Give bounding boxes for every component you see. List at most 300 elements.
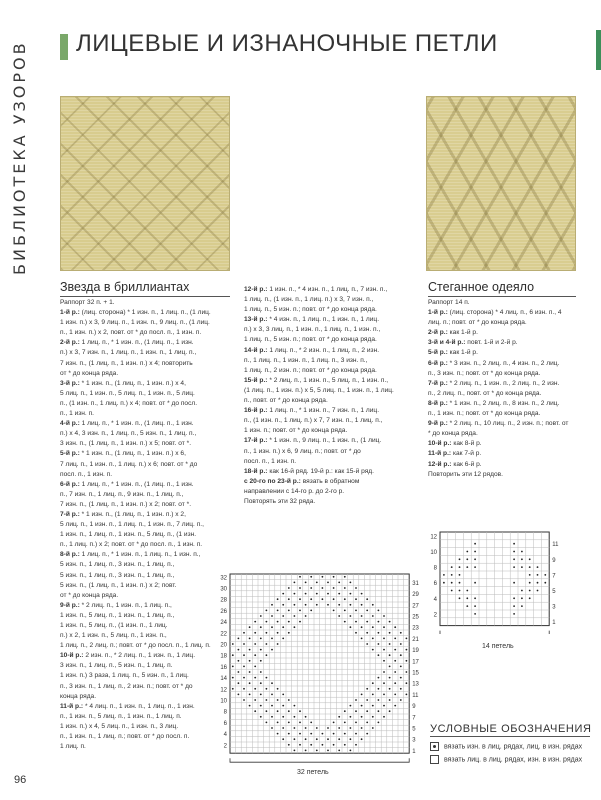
row-label: 8-й р.: (60, 551, 80, 559)
stitch-dot (249, 660, 251, 662)
stitch-dot (310, 576, 312, 578)
stitch-dot (394, 694, 396, 696)
stitch-dot (521, 590, 523, 592)
row-number-left: 30 (220, 586, 227, 593)
stitch-dot (344, 722, 346, 724)
row-text: как 8-й р. (451, 440, 482, 448)
stitch-dot (294, 604, 296, 606)
stitch-dot (361, 716, 363, 718)
stitch-dot (389, 710, 391, 712)
row-label: с 20-го по 23-й р.: (244, 477, 301, 485)
row-label: 8-й р.: (428, 399, 448, 407)
stitch-dot (299, 733, 301, 735)
instruction-line (244, 305, 416, 315)
stitch-dot (389, 688, 391, 690)
row-number-right: 25 (412, 614, 419, 621)
stitch-dot (327, 593, 329, 595)
row-text: п., 1 изн. п.) х 6, 9 лиц. п.; повт. от * до (244, 447, 361, 455)
stitch-dot (333, 733, 335, 735)
stitch-dot (338, 593, 340, 595)
row-text: п., 2 лиц. п., повт. от * до конца ряда. (428, 389, 542, 397)
legend-rule (430, 736, 590, 737)
row-label: 11-й р.: (428, 450, 452, 458)
stitch-dot (327, 750, 329, 752)
stitch-dot (282, 638, 284, 640)
stitch-dot (338, 738, 340, 740)
row-number-left: 2 (433, 612, 437, 619)
instruction-line (60, 550, 236, 560)
row-number-right: 9 (412, 704, 416, 711)
row-number-right: 3 (412, 737, 416, 744)
row-text: 5 изн. п., 1 лиц. п., 3 изн. п., 1 лиц. п., (60, 571, 175, 579)
stitch-dot (372, 682, 374, 684)
stitch-dot (366, 733, 368, 735)
stitch-dot (383, 626, 385, 628)
stitch-dot (400, 677, 402, 679)
stitch-dot (466, 566, 468, 568)
row-text: 1 лиц. п., * 2 изн. п., 1 лиц. п., 2 изн. (267, 346, 380, 354)
row-number-left: 20 (220, 642, 227, 649)
stitch-dot (355, 744, 357, 746)
stitch-dot (322, 576, 324, 578)
row-label: 4-й р.: (60, 420, 80, 428)
stitch-dot (266, 722, 268, 724)
stitch-dot (372, 604, 374, 606)
stitch-dot (232, 688, 234, 690)
stitch-dot (299, 744, 301, 746)
row-number-left: 10 (430, 550, 437, 556)
instruction-line (244, 497, 416, 507)
row-number-right: 1 (552, 620, 556, 627)
row-text: 7 изн. п., (1 лиц. п., 1 изн. п.) х 2; повт. от *. (60, 500, 192, 508)
stitch-dot (372, 694, 374, 696)
stitch-dot (344, 744, 346, 746)
stitch-dot (474, 613, 476, 615)
stitch-dot (249, 638, 251, 640)
instruction-line (428, 439, 588, 449)
empty-square-icon (430, 755, 439, 764)
stitch-dot (537, 574, 539, 576)
title-accent-bar (60, 34, 68, 60)
row-text: п.) х 2, 1 изн. п., 5 лиц. п., 1 изн. п., (60, 632, 167, 640)
row-label: 10-й р.: (428, 440, 452, 448)
row-text: повт. 1-й и 2-й р. (465, 339, 518, 347)
chart-star-in-diamonds (214, 572, 426, 772)
stitch-dot (459, 558, 461, 560)
stitch-dot (333, 610, 335, 612)
stitch-dot (537, 582, 539, 584)
instruction-line (60, 318, 236, 328)
instruction-line (60, 359, 236, 369)
row-number-left: 4 (223, 732, 227, 739)
stitch-bracket (230, 758, 409, 762)
stitch-dot (350, 582, 352, 584)
stitch-dot (254, 699, 256, 701)
stitch-dot (271, 626, 273, 628)
stitch-dot (333, 598, 335, 600)
stitch-dot (459, 582, 461, 584)
row-number-left: 6 (433, 581, 437, 588)
stitch-dot (474, 605, 476, 607)
stitch-dot (383, 660, 385, 662)
row-text: * 2 лиц. п., 1 изн. п., 2 лиц. п., 2 изн. (447, 379, 560, 387)
stitch-dot (316, 727, 318, 729)
stitch-dot (260, 705, 262, 707)
stitch-dot (378, 677, 380, 679)
stitch-dot (288, 699, 290, 701)
stitch-dot (299, 587, 301, 589)
stitch-dot (266, 654, 268, 656)
row-text: лиц. п.; повт. от * до конца ряда. (428, 319, 527, 327)
row-text: 1 изн. п.) 3 раза, 1 лиц. п., 5 изн. п., 1 лиц. (60, 672, 189, 680)
instructions-right (428, 298, 588, 480)
row-text: п.) х 4, 3 изн. п., 1 лиц. п., 5 изн. п., 1 лиц. п., (60, 430, 197, 438)
instruction-line (428, 338, 588, 348)
stitch-dot (513, 551, 515, 553)
row-text: п., 1 изн. п. (60, 410, 94, 418)
stitch-dot (378, 632, 380, 634)
stitch-dot (451, 582, 453, 584)
instruction-line (60, 520, 236, 530)
stitch-dot (333, 722, 335, 724)
stitch-dot (513, 605, 515, 607)
stitch-dot (249, 694, 251, 696)
stitch-dot (378, 722, 380, 724)
stitch-dot (282, 727, 284, 729)
row-label: 3-й р.: (60, 379, 80, 387)
row-label: 5-й р.: (428, 349, 448, 357)
instruction-line (244, 295, 416, 305)
row-text: как 16-й ряд. 19-й р.: как 15-й ряд. (267, 467, 374, 475)
stitch-dot (350, 593, 352, 595)
stitch-dot (383, 682, 385, 684)
row-number-right: 7 (552, 573, 556, 580)
instruction-line (244, 416, 416, 426)
instruction-line (60, 338, 236, 348)
stitch-dot (544, 574, 546, 576)
swatch-photo-star-in-diamonds (60, 96, 230, 271)
stitch-dot (406, 682, 408, 684)
stitch-dot (232, 643, 234, 645)
stitch-dot (355, 710, 357, 712)
stitch-dot (266, 621, 268, 623)
row-number-left: 10 (220, 698, 227, 705)
stitch-dot (344, 710, 346, 712)
stitch-dot (344, 598, 346, 600)
instruction-line (60, 439, 236, 449)
instruction-line (60, 742, 236, 752)
stitch-dot (513, 558, 515, 560)
pattern-title-left: Звезда в бриллиантах (60, 280, 190, 294)
stitch-dot (294, 582, 296, 584)
stitch-dot (400, 643, 402, 645)
stitch-dot (366, 699, 368, 701)
row-number-right: 5 (412, 726, 416, 733)
instruction-line (244, 487, 416, 497)
row-number-right: 29 (412, 592, 419, 599)
stitch-dot (310, 733, 312, 735)
stitch-dot (372, 626, 374, 628)
stitch-dot (305, 593, 307, 595)
row-text: Раппорт 32 п. + 1. (60, 299, 115, 306)
stitch-dot (366, 610, 368, 612)
row-number-right: 23 (412, 625, 419, 632)
stitch-dot (383, 694, 385, 696)
instruction-line (60, 621, 236, 631)
instruction-line (428, 449, 588, 459)
stitch-dot (389, 643, 391, 645)
stitch-dot (254, 688, 256, 690)
stitch-dot (294, 750, 296, 752)
instruction-line (60, 702, 236, 712)
stitch-dot (243, 632, 245, 634)
row-number-right: 3 (552, 604, 556, 611)
stitch-dot (366, 643, 368, 645)
row-number-right: 1 (412, 748, 416, 755)
row-text: * 2 лиц. п., 1 изн. п., 5 лиц. п., 1 изн. п., (267, 376, 389, 384)
stitch-dot (322, 598, 324, 600)
stitch-dot (238, 638, 240, 640)
row-text: 1 лиц. п., * 1 изн. п., (1 лиц. п., 1 изн. (79, 339, 194, 347)
instruction-line (60, 530, 236, 540)
stitch-dot (271, 727, 273, 729)
stitch-dot (299, 576, 301, 578)
title-rule-right (428, 296, 576, 297)
row-text: * 4 изн. п., 1 лиц. п., 1 изн. п., 1 лиц. (267, 316, 380, 324)
stitch-dot (537, 566, 539, 568)
stitch-dot (394, 682, 396, 684)
stitch-dot (316, 604, 318, 606)
row-text: п., 1 изн. п.; повт. от * до конца ряда. (428, 410, 541, 418)
stitch-dot (350, 705, 352, 707)
row-text: как 7-й р. (451, 450, 482, 458)
stitch-dot (361, 626, 363, 628)
stitch-dot (333, 587, 335, 589)
stitch-dot (282, 626, 284, 628)
row-label: 7-й р.: (60, 510, 80, 518)
stitch-dot (521, 566, 523, 568)
instruction-line (60, 369, 236, 379)
row-text: (лиц. сторона) * 1 изн. п., 1 лиц. п., (1 лиц. (79, 309, 211, 317)
stitch-dot (338, 750, 340, 752)
stitch-dot (232, 677, 234, 679)
stitch-dot (406, 694, 408, 696)
instruction-line (244, 436, 416, 446)
row-number-right: 27 (412, 603, 419, 610)
row-text: п., повт. от * до конца ряда. (244, 397, 328, 405)
row-label: 1-й р.: (60, 309, 80, 317)
row-text: * 1 изн. п., (1 лиц. п., 1 изн. п.) х 4, (79, 379, 186, 387)
legend-item-text: вязать лиц. в лиц. рядах, изн. в изн. рядах (444, 756, 583, 764)
stitch-dot (254, 710, 256, 712)
instruction-line (60, 641, 236, 651)
instruction-line (60, 399, 236, 409)
stitch-dot (544, 582, 546, 584)
stitch-dot (389, 621, 391, 623)
row-text: * 2 лиц. п., 10 лиц. п., 2 изн. п.; повт. от (447, 420, 569, 428)
instruction-line (60, 308, 236, 318)
stitch-dot (529, 590, 531, 592)
instruction-line (60, 379, 236, 389)
page-number: 96 (14, 774, 27, 786)
stitch-dot (305, 738, 307, 740)
row-text: 7 лиц. п., 1 изн. п., 1 лиц. п.) х 6; повт. от * до (60, 460, 198, 468)
stitch-dot (513, 566, 515, 568)
row-text: 1 лиц. п., * 1 изн. п., 7 изн. п., 1 лиц. (267, 407, 380, 415)
stitch-dot (474, 582, 476, 584)
row-label: 16-й р.: (244, 407, 268, 415)
stitch-dot (372, 716, 374, 718)
stitch-dot (529, 597, 531, 599)
row-number-right: 13 (412, 681, 419, 688)
stitch-dot (238, 671, 240, 673)
stitch-dot (271, 682, 273, 684)
stitch-dot (378, 643, 380, 645)
stitch-dot (299, 710, 301, 712)
stitch-dot (282, 716, 284, 718)
instruction-line (244, 335, 416, 345)
stitch-dot (260, 671, 262, 673)
stitch-dot (327, 738, 329, 740)
row-number-left: 8 (223, 709, 227, 716)
instruction-line (244, 376, 416, 386)
chart-right-stitch-label: 14 петель (482, 643, 514, 650)
stitch-dot (316, 750, 318, 752)
stitch-dot (266, 610, 268, 612)
instruction-line (60, 490, 236, 500)
stitch-dot (338, 727, 340, 729)
row-text: п., 1 изн. п., 1 лиц. п.; повт. от * до посл. п. (60, 733, 190, 741)
instruction-line (60, 671, 236, 681)
stitch-dot (361, 638, 363, 640)
stitch-dot (474, 551, 476, 553)
chart-left-stitch-label: 32 петель (297, 769, 329, 776)
stitch-dot (243, 688, 245, 690)
stitch-dot (249, 671, 251, 673)
row-number-left: 26 (220, 608, 227, 615)
stitch-dot (294, 626, 296, 628)
stitch-dot (249, 682, 251, 684)
legend-item-knit (430, 755, 582, 764)
stitch-dot (266, 699, 268, 701)
stitch-dot (288, 722, 290, 724)
stitch-dot (361, 727, 363, 729)
row-text: п., (1 изн. п., 1 лиц. п.) х 4; повт. от * до посл. (60, 399, 198, 407)
stitch-dot (294, 738, 296, 740)
stitch-dot (389, 632, 391, 634)
row-number-right: 31 (412, 580, 419, 587)
instruction-line (60, 692, 236, 702)
row-number-left: 4 (433, 596, 437, 603)
stitch-dot (537, 590, 539, 592)
stitch-dot (294, 593, 296, 595)
stitch-dot (521, 605, 523, 607)
instruction-line (428, 419, 588, 429)
stitch-dot (327, 604, 329, 606)
stitch-dot (383, 615, 385, 617)
sidebar-title: БИБЛИОТЕКА УЗОРОВ (10, 40, 29, 275)
row-label: 17-й р.: (244, 437, 268, 445)
stitch-dot (474, 597, 476, 599)
stitch-dot (361, 738, 363, 740)
stitch-dot (459, 574, 461, 576)
stitch-dot (350, 727, 352, 729)
stitch-dot (383, 638, 385, 640)
legend-item-text: вязать изн. в лиц. рядах, лиц. в изн. рядах (444, 743, 583, 751)
stitch-dot (282, 615, 284, 617)
instruction-line (244, 285, 416, 295)
row-label: 10-й р.: (60, 652, 84, 660)
row-text: 1 изн. п.; повт. от * до конца ряда. (244, 427, 348, 435)
stitch-dot (355, 722, 357, 724)
row-text: * 2 лиц. п., 1 изн. п., 1 лиц. п., (79, 601, 172, 609)
row-text: * 1 изн. п., 2 лиц. п., 8 изн. п., 2 лиц. (447, 399, 560, 407)
stitch-dot (288, 621, 290, 623)
stitch-dot (355, 621, 357, 623)
row-number-right: 19 (412, 648, 419, 655)
stitch-dot (277, 598, 279, 600)
stitch-dot (310, 587, 312, 589)
stitch-dot (271, 615, 273, 617)
stitch-dot (400, 654, 402, 656)
stitch-dot (243, 654, 245, 656)
stitch-dot (254, 621, 256, 623)
row-label: 6-й р.: (60, 480, 80, 488)
stitch-dot (249, 626, 251, 628)
row-text: как 1-й р. (447, 349, 478, 357)
stitch-dot (466, 551, 468, 553)
stitch-dot (394, 705, 396, 707)
row-text: 1 лиц. п., (1 изн. п., 1 лиц. п.) х 3, 7 изн. п., (244, 296, 374, 304)
instruction-line (428, 348, 588, 358)
stitch-dot (355, 610, 357, 612)
instruction-line (60, 709, 236, 722)
stitch-dot (243, 643, 245, 645)
instruction-line (244, 366, 416, 376)
instruction-line (244, 325, 416, 335)
row-text: 5 лиц. п., 1 изн. п., 1 лиц. п., 1 изн. п., 7 лиц. п., (60, 521, 204, 529)
row-text: от * до конца ряда. (60, 591, 119, 599)
stitch-dot (529, 582, 531, 584)
stitch-dot (466, 590, 468, 592)
instruction-line (428, 359, 588, 369)
instruction-line (244, 386, 416, 396)
stitch-dot (394, 660, 396, 662)
row-text: как 1-й р. (447, 329, 478, 337)
stitch-dot (361, 615, 363, 617)
stitch-dot (350, 750, 352, 752)
stitch-dot (282, 604, 284, 606)
instruction-line (244, 467, 416, 477)
stitch-dot (513, 597, 515, 599)
row-number-right: 9 (552, 557, 556, 564)
stitch-dot (316, 593, 318, 595)
stitch-dot (260, 649, 262, 651)
stitch-dot (361, 694, 363, 696)
row-text: 1 лиц. п. (60, 743, 86, 751)
stitch-dot (288, 733, 290, 735)
stitch-dot (344, 733, 346, 735)
stitch-dot (344, 587, 346, 589)
stitch-dot (277, 610, 279, 612)
stitch-dot (513, 582, 515, 584)
stitch-dot (271, 638, 273, 640)
stitch-dot (327, 727, 329, 729)
row-text: 7 изн. п., (1 лиц. п., 1 изн. п.) х 4; повторить (60, 359, 193, 367)
stitch-dot (521, 551, 523, 553)
pattern-title-right: Стеганное одеяло (428, 280, 535, 294)
stitch-dot (288, 632, 290, 634)
